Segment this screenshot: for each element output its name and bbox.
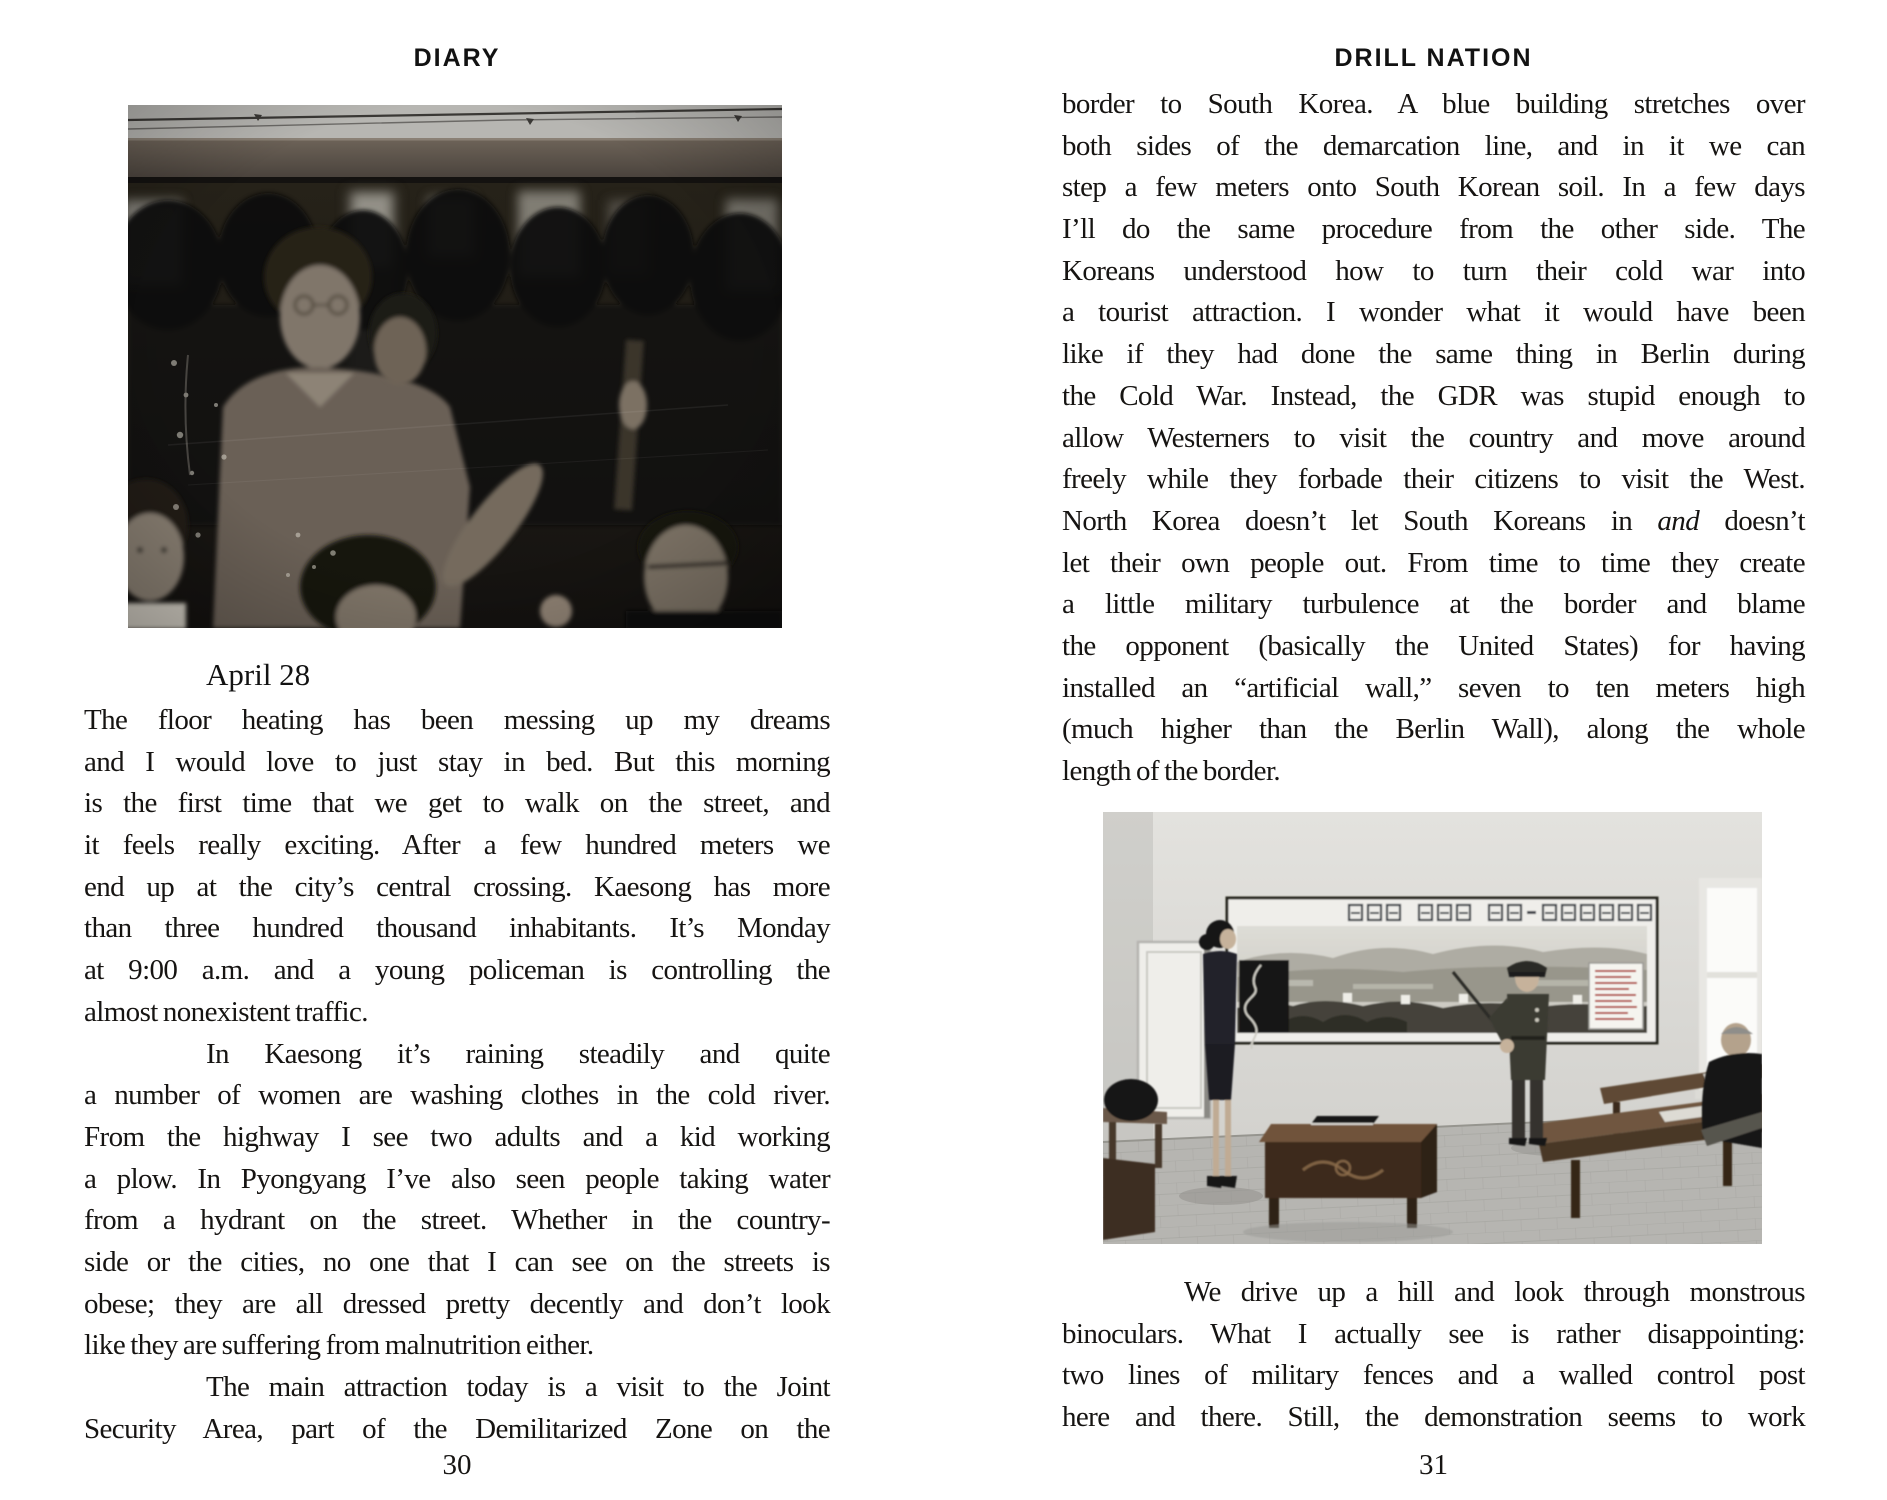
text-line: here and there. Still, the demonstration seems to work [1062, 1401, 1805, 1434]
text-line: length of the border. [1062, 755, 1281, 787]
running-head-left: DIARY [413, 44, 501, 72]
text-line: The floor heating has been messing up my dreams [84, 704, 830, 736]
text-line: both sides of the demarcation line, and in it we can [1062, 129, 1805, 162]
text-line: (much higher than the Berlin Wall), along the whole [1062, 713, 1805, 746]
text-line: allow Westerners to visit the country and move around [1062, 421, 1805, 454]
text-line: We drive up a hill and look through monstrous [1184, 1276, 1805, 1308]
red-text-panel [1589, 963, 1643, 1029]
text-line: Security Area, part of the Demilitarized Zone on the [84, 1412, 830, 1445]
text-line: border to South Korea. A blue building stretches over [1062, 88, 1805, 120]
panorama-mural [1227, 898, 1657, 1049]
text-line: binoculars. What I actually see is rather disappointing: [1062, 1317, 1805, 1350]
briefing-room-illustration [1103, 812, 1762, 1244]
text-line: at 9:00 a.m. and a young policeman is controlling the [84, 954, 830, 987]
running-head-right: DRILL NATION [1334, 44, 1533, 72]
text-line: two lines of military fences and a walled control post [1062, 1359, 1805, 1392]
dmz-briefing-room-photo [1103, 812, 1762, 1244]
text-line: a plow. In Pyongyang I’ve also seen people taking water [84, 1162, 830, 1195]
text-line: than three hundred thousand inhabitants. It’s Monday [84, 912, 830, 945]
left-body-text [84, 700, 830, 1450]
text-line: let their own people out. From time to time they create [1062, 546, 1805, 579]
text-line: In Kaesong it’s raining steadily and quite [206, 1037, 830, 1070]
text-line: a tourist attraction. I wonder what it would have been [1062, 296, 1805, 329]
text-line: step a few meters onto South Korean soil. In a few days [1062, 171, 1805, 204]
bus-photo-illustration [128, 105, 782, 628]
date-heading: April 28 [206, 657, 311, 692]
right-body-text-top [1062, 84, 1805, 793]
text-line: a number of women are washing clothes in the cold river. [84, 1079, 830, 1112]
text-line: and I would love to just stay in bed. But this morning [84, 745, 830, 778]
text-line: obese; they are all dressed pretty decently and don’t look [84, 1287, 830, 1320]
text-line: it feels really exciting. After a few hundred meters we [84, 829, 830, 862]
page-number-left: 30 [442, 1449, 472, 1481]
text-line: North Korea doesn’t let South Koreans in and doesn’t [1062, 504, 1805, 537]
left-table-corner [1103, 1158, 1155, 1240]
bus-window-crowd-photo [128, 105, 782, 628]
text-line: like they are suffering from malnutrition either. [84, 1329, 594, 1362]
text-line: installed an “artificial wall,” seven to ten meters high [1062, 671, 1805, 704]
right-body-text-bottom [1062, 1272, 1805, 1439]
text-line: the Cold War. Instead, the GDR was stupid enough to [1062, 379, 1805, 412]
text-line: freely while they forbade their citizens to visit the West. [1062, 463, 1805, 496]
text-line: Koreans understood how to turn their cold war into [1062, 254, 1805, 287]
text-line: From the highway I see two adults and a kid working [84, 1120, 830, 1153]
text-line: like if they had done the same thing in Berlin during [1062, 338, 1805, 371]
text-line: The main attraction today is a visit to the Joint [206, 1371, 830, 1403]
text-line: is the first time that we get to walk on the street, and [84, 787, 830, 820]
text-line: a little military turbulence at the border and blame [1062, 588, 1805, 621]
black-bag [1104, 1079, 1158, 1121]
text-line: side or the cities, no one that I can see on the streets is [84, 1245, 830, 1278]
page-number-right: 31 [1419, 1449, 1448, 1481]
text-line: I’ll do the same procedure from the other side. The [1062, 213, 1805, 246]
text-line: almost nonexistent traffic. [84, 995, 368, 1028]
ledger-book [1311, 1116, 1379, 1124]
text-line: from a hydrant on the street. Whether in the country- [84, 1204, 830, 1237]
text-line: end up at the city’s central crossing. Kaesong has more [84, 870, 830, 903]
panorama-landscape [1237, 926, 1647, 1033]
text-line: the opponent (basically the United States) for having [1062, 629, 1805, 662]
